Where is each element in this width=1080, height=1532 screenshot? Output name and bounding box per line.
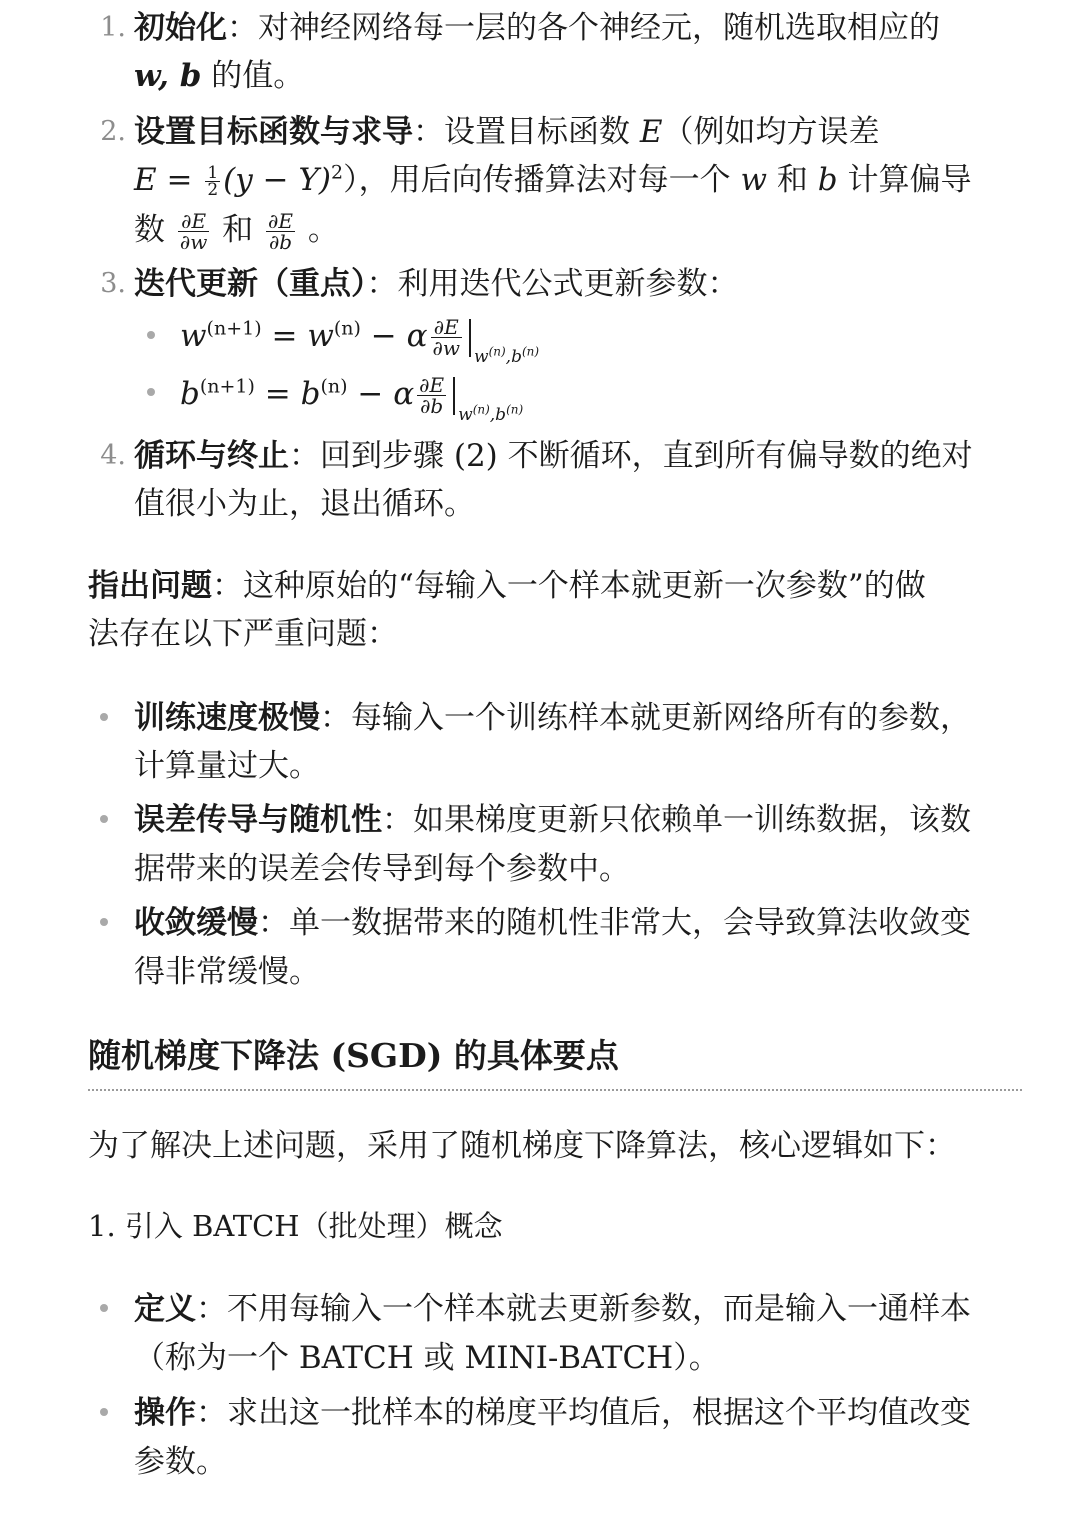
intro-paragraph: 为了解决上述问题，采用了随机梯度下降算法，核心逻辑如下：: [88, 1128, 956, 1164]
list-item-line: [134, 800, 971, 840]
list-item-line: [134, 160, 971, 200]
list-item-line: [134, 56, 304, 96]
equation-update-w: [180, 315, 540, 367]
list-item-line: [134, 1289, 971, 1329]
heading-divider: [88, 1089, 1022, 1091]
paragraph-line: [88, 614, 398, 654]
list-item-line: [134, 746, 320, 786]
math-symbol: b: [180, 376, 200, 412]
superscript: (n+1): [199, 375, 255, 398]
math-symbol: w: [474, 347, 489, 367]
math-inline: b: [817, 162, 838, 198]
item-text: （例如均方误差: [662, 114, 880, 150]
fraction: [205, 165, 220, 198]
item-text: 计算量过大。: [134, 748, 320, 784]
paragraph-text: 法存在以下严重问题：: [88, 616, 398, 652]
item-title: 设置目标函数与求导: [134, 114, 413, 150]
item-title: 操作: [134, 1395, 196, 1431]
item-title: 收敛缓慢: [134, 905, 258, 941]
math-symbol: w: [458, 405, 473, 425]
exponent: 2: [331, 161, 344, 184]
math-symbol: − α: [347, 376, 415, 412]
item-text: ：每输入一个训练样本就更新网络所有的参数，: [320, 700, 971, 736]
list-item-line: [134, 264, 739, 304]
list-item-line: [134, 436, 973, 476]
superscript: (n+1): [206, 317, 262, 340]
subsection-heading: 1. 引入 BATCH（批处理）概念: [88, 1209, 503, 1243]
math-symbol: ,b: [489, 405, 507, 425]
math-inline: w: [740, 162, 768, 198]
item-text: ：设置目标函数: [413, 114, 640, 150]
item-text: 和: [212, 212, 264, 248]
superscript: (n): [320, 375, 348, 398]
bullet-dot: [100, 1408, 108, 1416]
item-title: 初始化: [134, 10, 227, 46]
list-item-line: [134, 903, 971, 943]
item-text: ：利用迭代公式更新参数：: [366, 266, 739, 302]
evaluation-bar: [469, 319, 471, 357]
item-title: 训练速度极慢: [134, 700, 320, 736]
fraction-denominator: ∂w: [179, 230, 208, 254]
item-title: 定义: [134, 1291, 196, 1327]
fraction-numerator: ∂E: [431, 317, 462, 338]
bullet-dot: [100, 815, 108, 823]
fraction: [178, 211, 209, 252]
fraction-denominator: ∂b: [420, 394, 444, 418]
item-text: ，用后向传播算法对每一个: [358, 162, 741, 198]
math-inline: E: [639, 114, 663, 150]
math-symbol: b: [300, 376, 321, 412]
superscript: (n): [506, 402, 524, 417]
item-text: ：求出这一批样本的梯度平均值后，根据这个平均值改变: [196, 1395, 971, 1431]
math-symbol: w: [307, 318, 334, 354]
list-number: 4.: [100, 440, 126, 471]
fraction: [417, 375, 446, 416]
math-symbol: =: [254, 376, 301, 412]
item-text: 。: [298, 212, 339, 248]
item-text: 参数。: [134, 1444, 227, 1480]
item-text: ：对神经网络每一层的各个神经元，随机选取相应的: [227, 10, 940, 46]
math-symbol: w: [180, 318, 207, 354]
list-number: 3.: [100, 268, 126, 299]
list-number: 1.: [100, 12, 126, 43]
fraction-numerator: ∂E: [268, 209, 293, 233]
item-title: 循环与终止: [134, 438, 289, 474]
item-text: 计算偏导: [837, 162, 972, 198]
math-inline: w, b: [134, 58, 202, 94]
math-symbol: ,b: [505, 347, 522, 367]
paragraph-text: ：这种原始的“每输入一个样本就更新一次参数”的做: [212, 568, 926, 604]
list-item-line: [134, 8, 940, 48]
superscript: (n): [521, 344, 540, 359]
fraction-numerator: 1: [207, 163, 219, 183]
fraction-numerator: ∂E: [419, 373, 445, 397]
paragraph-line: [88, 566, 926, 606]
bullet-dot: [100, 918, 108, 926]
list-item-line: [134, 1442, 227, 1482]
evaluation-subscript: [458, 402, 524, 425]
item-text: 值很小为止，退出循环。: [134, 486, 475, 522]
item-text: 据带来的误差会传导到每个参数中。: [134, 851, 630, 887]
item-text: ）: [343, 162, 359, 198]
fraction-denominator: ∂b: [268, 230, 293, 254]
evaluation-subscript: [474, 344, 540, 367]
superscript: (n): [472, 402, 490, 417]
list-item-line: [134, 209, 339, 254]
math-inline: E: [134, 162, 157, 198]
bullet-dot: [100, 713, 108, 721]
item-text: 和: [767, 162, 818, 198]
list-item-line: [134, 849, 630, 889]
fraction: [266, 211, 295, 252]
list-item-line: [134, 112, 880, 152]
evaluation-bar: [453, 377, 455, 415]
item-title: 误差传导与随机性: [134, 802, 382, 838]
item-text: （称为一个 BATCH 或 MINI-BATCH）。: [134, 1340, 720, 1376]
math-inline: (y − Y): [223, 162, 332, 198]
item-text: ：不用每输入一个样本就去更新参数，而是输入一通样本: [196, 1291, 971, 1327]
item-text: ：如果梯度更新只依赖单一训练数据，该数: [382, 802, 971, 838]
math-symbol: − α: [360, 318, 428, 354]
list-item-line: [134, 952, 320, 992]
superscript: (n): [333, 317, 361, 340]
list-item-line: [134, 1393, 971, 1433]
superscript: (n): [488, 344, 506, 359]
bullet-dot: [147, 388, 155, 396]
fraction-denominator: ∂w: [432, 336, 461, 360]
list-item-line: [134, 1338, 720, 1378]
math-inline: =: [156, 162, 203, 198]
item-text: 数: [134, 212, 175, 248]
equation-update-b: [180, 373, 524, 425]
item-text: ：单一数据带来的随机性非常大，会导致算法收敛变: [258, 905, 971, 941]
fraction-numerator: ∂E: [178, 211, 209, 232]
item-text: 得非常缓慢。: [134, 954, 320, 990]
item-text: 的值。: [201, 58, 305, 94]
list-item-line: [134, 698, 971, 738]
list-number: 2.: [100, 116, 126, 147]
item-text: ：回到步骤 (2) 不断循环，直到所有偏导数的绝对: [289, 438, 973, 474]
paragraph-title: 指出问题: [88, 568, 212, 604]
list-item-line: [134, 484, 475, 524]
math-symbol: =: [261, 318, 308, 354]
item-title: 迭代更新（重点）: [134, 266, 367, 302]
fraction-denominator: 2: [207, 180, 219, 200]
bullet-dot: [100, 1304, 108, 1312]
bullet-dot: [147, 331, 155, 339]
section-heading: 随机梯度下降法 (SGD) 的具体要点: [88, 1036, 619, 1075]
fraction: [431, 317, 462, 358]
